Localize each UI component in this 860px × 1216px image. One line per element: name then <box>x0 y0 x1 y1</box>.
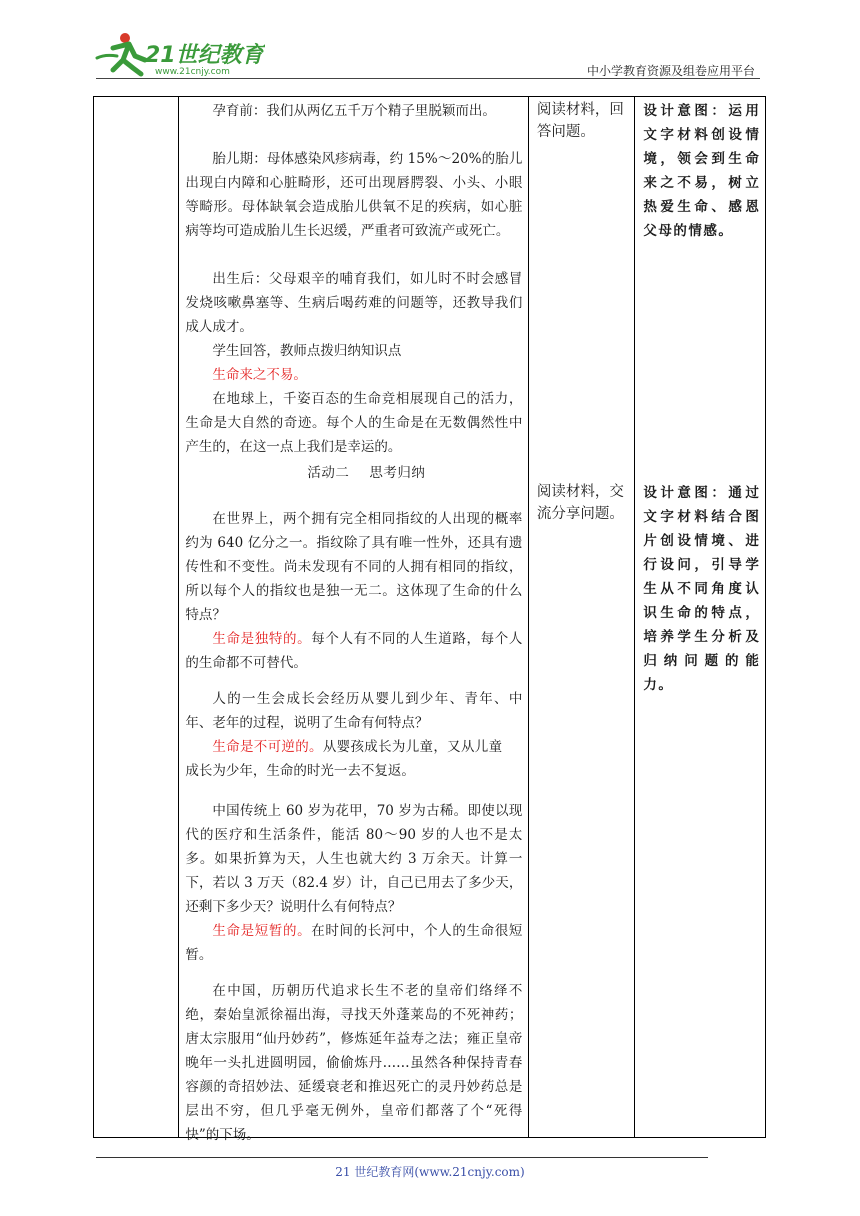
footer-rule <box>96 1157 708 1158</box>
paragraph: 胎儿期：母体感染风疹病毒，约 15%～20%的胎儿出现白内障和心脏畸形，还可出现唇腭裂、小头、小眼等畸形。母体缺氧会造成胎儿供氧不足的疾病，如心脏病等均可造成胎儿生长迟缓，严重者可致流产或死亡。 <box>185 151 523 239</box>
paragraph: 在中国，历朝历代追求长生不老的皇帝们络绎不绝，秦始皇派徐福出海，寻找天外蓬莱岛的不死神药；唐太宗服用“仙丹妙药”，修炼延年益寿之法；雍正皇帝晚年一头扎进圆明园，偷偷炼丹……虽然各种保持青春容颜的奇招妙法、延缓衰老和推迟死亡的灵丹妙药总是层出不穷，但几乎毫无例外，皇帝们都落了个“死得快”的下场。 <box>185 983 523 1143</box>
platform-name: 中小学教育资源及组卷应用平台 <box>586 64 755 78</box>
paragraph: 生命是独特的。每个人有不同的人生道路，每个人的生命都不可替代。 <box>185 631 523 671</box>
logo <box>95 30 265 80</box>
paragraph: 在世界上，两个拥有完全相同指纹的人出现的概率约为 640 亿分之一。指纹除了具有唯一性外，还具有遗传性和不变性。尚未发现有不同的人拥有相同的指纹，所以每个人的指纹也是独一无二。这体现了生命的什么特点？ <box>185 511 523 623</box>
empty-cell <box>94 97 179 1138</box>
paragraph: 生命是短暂的。在时间的长河中，个人的生命很短暂。 <box>185 923 523 963</box>
design-intent-cell <box>635 97 766 1138</box>
footer-text: 21 世纪教育网(www.21cnjy.com) <box>335 1165 525 1179</box>
design-intent: 设计意图：通过文字材料结合图片创设情境、进行设问，引导学生从不同角度认识生命的特点，培养学生分析及归纳问题的能力。 <box>643 485 761 693</box>
paragraph: 中国传统上 60 岁为花甲，70 岁为古稀。即使以现代的医疗和生活条件，能活 80～90 岁的人也不是太多。如果折算为天，人生也就大约 3 万余天。计算一下，若以 3 万天（82.4 岁）计，自己已用去了多少天，还剩下多少天？说明什么有何特点？ <box>185 803 523 915</box>
key-point: 生命是短暂的。 <box>212 923 312 939</box>
key-point: 生命是独特的。 <box>212 631 312 647</box>
design-intent: 设计意图：运用文字材料创设情境，领会到生命来之不易，树立热爱生命、感恩父母的情感。 <box>643 103 761 239</box>
student-activity: 阅读材料，回答问题。 <box>536 102 624 140</box>
student-activity-cell <box>528 97 634 1138</box>
page-header <box>0 0 860 90</box>
key-point: 生命是不可逆的。 <box>212 739 323 755</box>
logo-url: www.21cnjy.com <box>155 67 230 77</box>
teaching-content-cell <box>179 97 529 1143</box>
paragraph: 学生回答，教师点拨归纳知识点 <box>212 343 402 359</box>
paragraph: 出生后：父母艰辛的哺育我们，如儿时不时会感冒发烧咳嗽鼻塞等、生病后喝药难的问题等，还教导我们成人成才。 <box>185 271 523 335</box>
paragraph: 生命是不可逆的。从婴孩成长为儿童，又从儿童成长为少年，生命的时光一去不复返。 <box>185 739 503 779</box>
activity-heading: 活动二 思考归纳 <box>307 465 426 481</box>
running-figure-icon <box>97 33 145 74</box>
logo-text: 21世纪教育 <box>145 43 264 68</box>
lesson-table <box>93 96 766 1143</box>
paragraph: 孕育前：我们从两亿五千万个精子里脱颖而出。 <box>212 103 496 119</box>
header-rule <box>96 78 760 79</box>
paragraph: 在地球上，千姿百态的生命竞相展现自己的活力，生命是大自然的奇迹。每个人的生命是在无数偶然性中产生的，在这一点上我们是幸运的。 <box>185 391 523 455</box>
paragraph: 人的一生会成长会经历从婴儿到少年、青年、中年、老年的过程，说明了生命有何特点？ <box>185 691 523 731</box>
student-activity: 阅读材料，交流分享问题。 <box>536 484 624 522</box>
key-point: 生命来之不易。 <box>212 367 307 383</box>
